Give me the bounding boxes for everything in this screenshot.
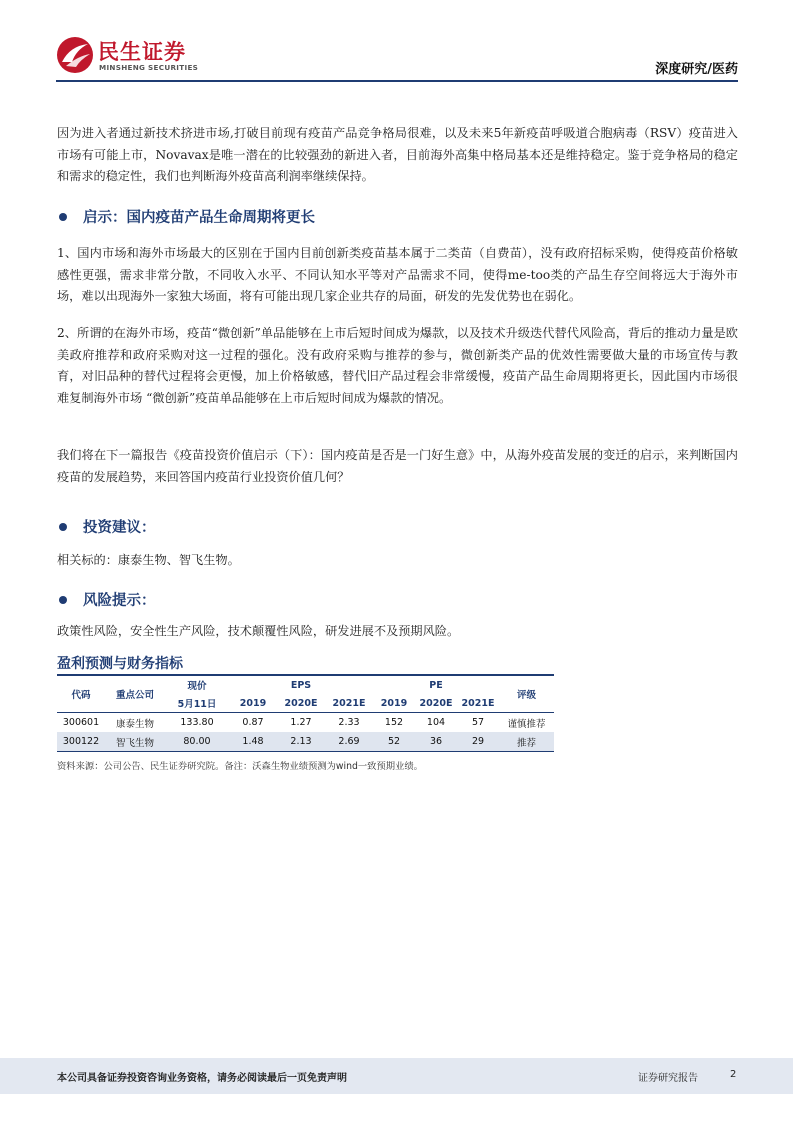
minsheng-logo-icon	[56, 36, 94, 74]
cell-pe: 152	[384, 717, 404, 728]
table-row	[57, 713, 554, 733]
header-rating: 评级	[516, 690, 536, 701]
company-logo	[56, 36, 206, 76]
cell-price: 133.80	[180, 717, 214, 728]
logo-text-en: MINSHENG SECURITIES	[99, 63, 199, 72]
intro-paragraph: 因为进入者通过新技术挤进市场,打破目前现有疫苗产品竞争格局很难，以及未来5年新疫苗呼吸道合胞病毒（RSV）疫苗进入市场有可能上市，Novavax是唯一潜在的比较强劲的新进入者，目前海外高集中格局基本还是维持稳定。鉴于竞争格局的稳定和需求的稳定性，我们也判断海外疫苗高利润率继续保持。	[57, 126, 738, 183]
cell-eps: 0.87	[242, 717, 264, 728]
bullet-icon	[59, 213, 67, 221]
header-pe: PE	[429, 679, 443, 691]
cell-eps: 1.48	[229, 732, 277, 752]
table-source-note: 资料来源：公司公告、民生证券研究院。备注：沃森生物业绩预测为wind一致预期业绩。	[57, 761, 423, 772]
risk-text: 政策性风险，安全性生产风险，技术颠覆性风险，研发进展不及预期风险。	[57, 624, 460, 638]
cell-rating: 推荐	[499, 732, 554, 752]
cell-company: 智飞生物	[105, 732, 165, 752]
paragraph-2: 2、所谓的在海外市场，疫苗“微创新”单品能够在上市后短时间成为爆款，以及技术升级迭代替代风险高，背后的推动力量是欧美政府推荐和政府采购对这一过程的强化。没有政府采购与推荐的参与，微创新类产品的优效性需要做大量的市场宣传与教育，对旧品种的替代过程将会更慢，加上价格敏感，替代旧产品过程会非常缓慢，疫苗产品生命周期将更长，因此国内市场很难复制海外市场 “微创新”疫苗单品能够在上市后短时间成为爆款的情况。	[57, 326, 738, 405]
header-eps-year: 2019	[239, 697, 267, 709]
cell-eps: 2.69	[325, 732, 373, 752]
section-title: 投资建议：	[83, 520, 156, 536]
cell-code: 300601	[62, 717, 100, 728]
header-pe-year: 2020E	[419, 697, 453, 709]
cell-pe: 29	[457, 732, 499, 752]
header-price: 现价	[187, 681, 207, 692]
page-header	[0, 0, 793, 84]
cell-rating: 谨慎推荐	[507, 718, 546, 730]
footer-report-type: 证券研究报告	[638, 1073, 698, 1084]
cell-pe: 104	[426, 717, 446, 728]
header-code: 代码	[71, 690, 91, 701]
paragraph-1: 1、国内市场和海外市场最大的区别在于国内目前创新类疫苗基本属于二类苗（自费苗），没有政府招标采购，使得疫苗价格敏感性更强，需求非常分散，不同收入水平、不同认知水平等对产品需求不同，使得me-too类的产品生存空间将远大于海外市场，难以出现海外一家独大场面，将有可能出现几家企业共存的局面，研发的先发优势也在弱化。	[57, 246, 738, 303]
logo-text-cn: 民生证券	[98, 40, 186, 64]
financial-table	[57, 676, 554, 752]
header-divider	[56, 80, 738, 82]
page-number: 2	[730, 1069, 737, 1080]
cell-code: 300122	[57, 732, 105, 752]
header-eps: EPS	[290, 679, 312, 691]
cell-company: 康泰生物	[115, 718, 154, 730]
header-eps-year: 2021E	[332, 697, 366, 709]
cell-pe: 52	[373, 732, 415, 752]
header-pe-year: 2019	[380, 697, 408, 709]
header-company: 重点公司	[115, 690, 154, 701]
bullet-icon	[59, 596, 67, 604]
footer-disclaimer: 本公司具备证券投资咨询业务资格，请务必阅读最后一页免责声明	[57, 1073, 347, 1084]
section-title: 风险提示：	[83, 593, 156, 609]
header-price-date: 5月11日	[177, 699, 217, 710]
cell-eps: 2.33	[338, 717, 360, 728]
cell-price: 80.00	[165, 732, 229, 752]
table-title: 盈利预测与财务指标	[57, 656, 183, 672]
cell-eps: 1.27	[290, 717, 312, 728]
cell-eps: 2.13	[277, 732, 325, 752]
table-row	[57, 732, 554, 752]
document-type: 深度研究/医药	[655, 62, 738, 77]
paragraph-3: 我们将在下一篇报告《疫苗投资价值启示（下）：国内疫苗是否是一门好生意》中，从海外疫苗发展的变迁的启示，来判断国内疫苗的发展趋势，来回答国内疫苗行业投资价值几何？	[57, 448, 738, 484]
cell-pe: 57	[471, 717, 485, 728]
bullet-icon	[59, 523, 67, 531]
investment-text: 相关标的：康泰生物、智飞生物。	[57, 553, 240, 567]
header-pe-year: 2021E	[461, 697, 495, 709]
section-title: 启示：国内疫苗产品生命周期将更长	[83, 210, 315, 226]
cell-pe: 36	[415, 732, 457, 752]
header-eps-year: 2020E	[284, 697, 318, 709]
